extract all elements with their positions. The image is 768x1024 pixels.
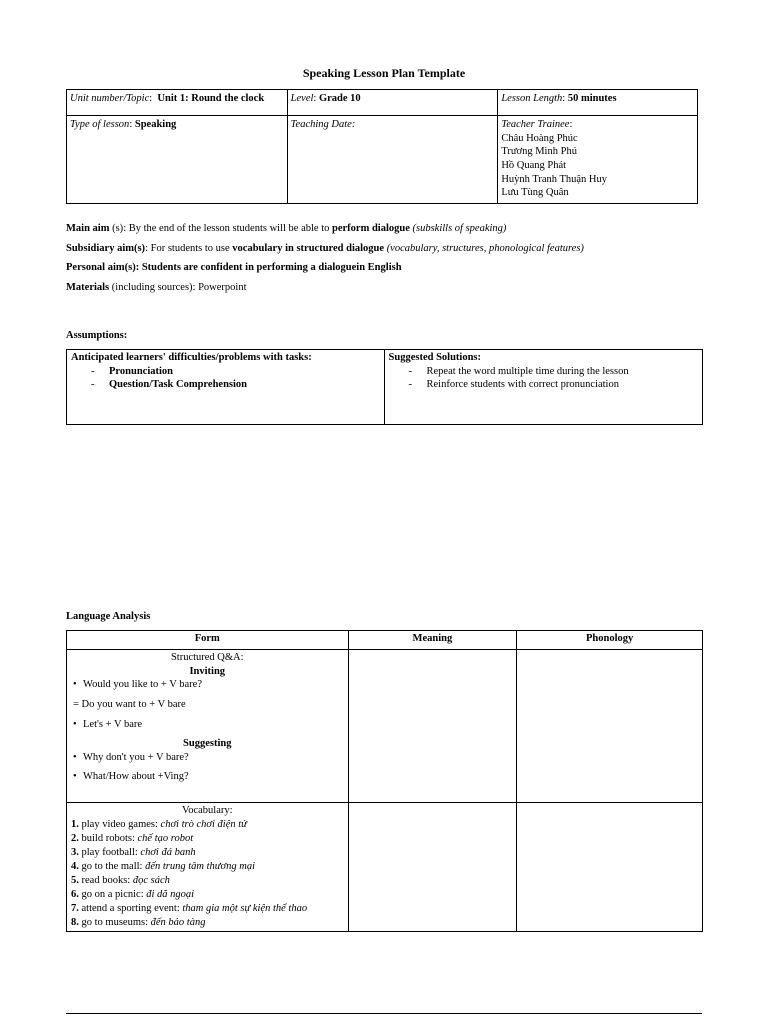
structure-item: What/How about +Ving? <box>83 771 189 783</box>
vocab-item: 7. attend a sporting event: tham gia một sự kiện thể thao <box>71 902 308 914</box>
level-cell: Level: Grade 10 <box>287 90 498 116</box>
structure-item: Why don't you + V bare? <box>83 751 189 763</box>
unit-value: Unit 1: Round the clock <box>157 93 265 104</box>
language-analysis-table <box>66 630 703 932</box>
page-title: Speaking Lesson Plan Template <box>302 66 466 80</box>
date-cell <box>287 116 498 204</box>
vocab-item: 6. go on a picnic: đi dã ngoại <box>71 888 195 900</box>
length-label: Lesson Length <box>501 93 563 104</box>
aims-section <box>66 222 706 301</box>
vocab-item: 5. read books: đọc sách <box>71 874 170 886</box>
length-value: 50 minutes <box>567 93 617 104</box>
column-header-form: Form <box>67 631 349 650</box>
trainee-name: Huỳnh Tranh Thuận Huy <box>501 173 607 185</box>
unit-label: Unit number/Topic <box>70 93 150 104</box>
level-value: Grade 10 <box>318 93 361 104</box>
structured-label: Structured Q&A: <box>170 652 244 663</box>
vocab-item: 2. build robots: chế tạo robot <box>71 832 194 844</box>
vocab-item: 3. play football: chơi đá banh <box>71 846 196 858</box>
solution-item: Repeat the word multiple time during the lesson <box>426 365 629 377</box>
trainee-name: Châu Hoàng Phúc <box>501 132 578 144</box>
solution-item: Reinforce students with correct pronunciation <box>426 379 619 391</box>
vocab-meaning-cell <box>348 803 517 932</box>
vocab-phonology-cell <box>517 803 703 932</box>
page-bottom-rule <box>66 1013 702 1014</box>
length-cell: Lesson Length: 50 minutes <box>498 90 698 116</box>
suggesting-label: Suggesting <box>183 738 232 750</box>
difficulty-item: Question/Task Comprehension <box>109 379 247 391</box>
vocab-item: 1. play video games: chơi trò chơi điện tử <box>71 818 247 830</box>
vocab-item: 4. go to the mall: đến trung tâm thương mại <box>71 860 255 872</box>
type-value: Speaking <box>134 119 177 130</box>
assumptions-table <box>66 349 703 425</box>
difficulty-item: Pronunciation <box>109 365 173 377</box>
vocab-item: 8. go to museums: đến bảo tàng <box>71 916 206 928</box>
difficulties-cell: Anticipated learners' difficulties/problems with tasks: - Pronunciation - Question/Task Comprehension <box>67 350 385 425</box>
inviting-label: Inviting <box>189 665 226 677</box>
trainee-cell: Teacher Trainee: Châu Hoàng Phúc Trương Minh Phú Hồ Quang Phát Huỳnh Tranh Thuận Huy Lưu Tùng Quân <box>498 116 698 204</box>
type-label: Type of lesson <box>70 119 130 130</box>
lesson-info-table <box>66 89 698 204</box>
vocabulary-cell <box>67 803 349 932</box>
trainee-name: Hồ Quang Phát <box>501 159 567 171</box>
trainee-name: Lưu Tùng Quân <box>501 187 569 199</box>
column-header-phonology: Phonology <box>517 631 703 650</box>
unit-cell: Unit number/Topic: Unit 1: Round the clock <box>67 90 288 116</box>
vocabulary-label: Vocabulary: <box>181 805 233 816</box>
meaning-cell <box>348 650 517 803</box>
phonology-cell <box>517 650 703 803</box>
solutions-cell: Suggested Solutions: - Repeat the word multiple time during the lesson - Reinforce students with correct pronunciation <box>384 350 702 425</box>
assumptions-heading: Assumptions: <box>66 330 128 341</box>
column-header-meaning: Meaning <box>348 631 517 650</box>
personal-aim: Personal aim(s): Students are confident in performing a dialoguein English <box>66 262 402 274</box>
structure-item: = Do you want to + V bare <box>73 698 186 710</box>
solutions-header: Suggested Solutions: <box>388 352 481 363</box>
subsidiary-aim: Subsidiary aim(s): For students to use vocabulary in structured dialogue (vocabulary, structures, phonological features) <box>66 242 584 254</box>
materials: Materials (including sources): Powerpoint <box>66 281 247 293</box>
main-aim: Main aim (s): By the end of the lesson students will be able to perform dialogue (subskills of speaking) <box>66 223 507 234</box>
language-analysis-heading: Language Analysis <box>66 611 151 622</box>
structure-item: Would you like to + V bare? <box>83 679 203 691</box>
type-cell: Type of lesson: Speaking <box>67 116 288 204</box>
level-label: Level <box>290 93 314 104</box>
trainee-name: Trương Minh Phú <box>501 146 577 158</box>
structure-item: Let's + V bare <box>83 718 143 730</box>
trainee-label: Teacher Trainee <box>501 119 570 130</box>
difficulties-header: Anticipated learners' difficulties/problems with tasks: <box>71 352 312 363</box>
date-label: Teaching Date: <box>290 119 356 130</box>
structures-cell: Structured Q&A: Inviting • Would you like to + V bare? = Do you want to + V bare • Let's + V bare Suggesting • Why don't you + V bare? • What/How about +Ving? <box>67 650 349 803</box>
